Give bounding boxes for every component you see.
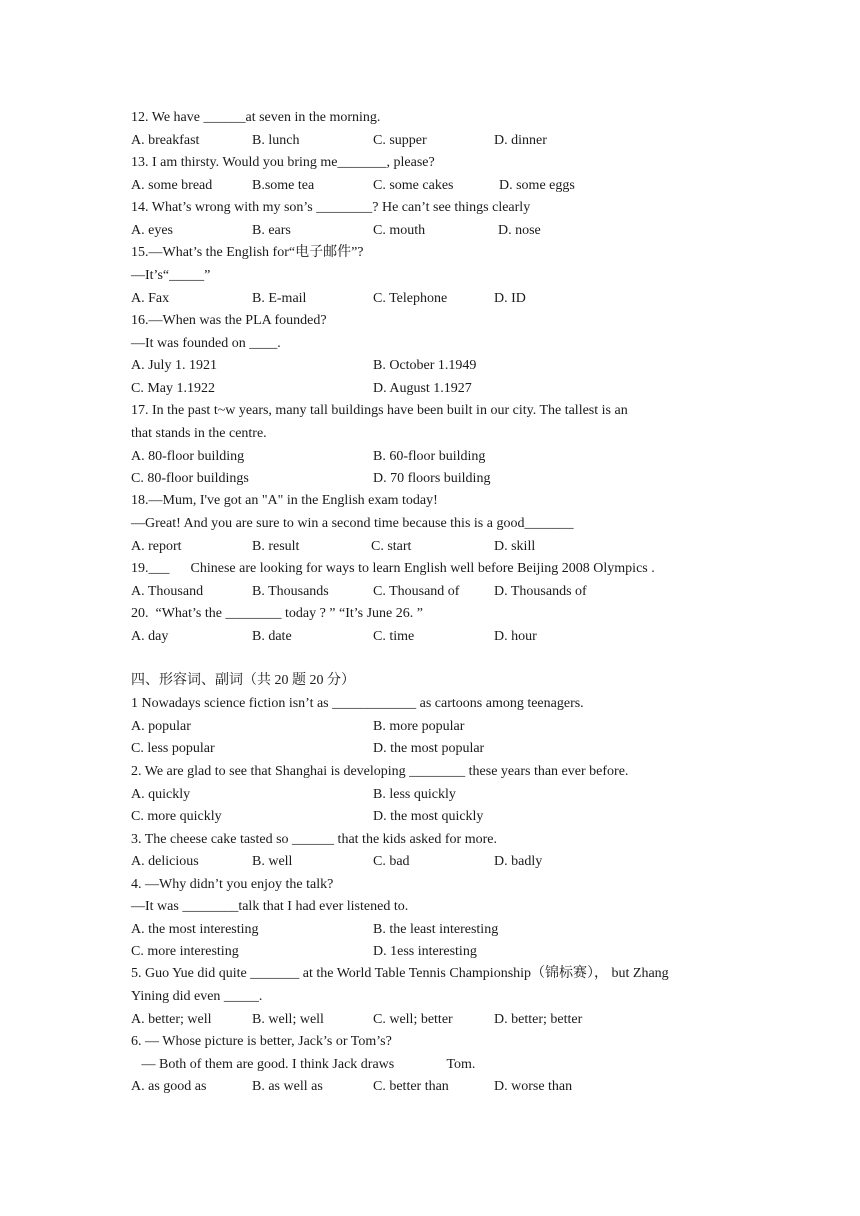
- p4-q4-option-c: C. more interesting: [131, 944, 239, 959]
- q14-option-c: C. mouth: [373, 223, 426, 238]
- q14-stem: 14. What’s wrong with my son’s ________? He can’t see things clearly: [131, 200, 531, 215]
- section-heading: 四、形容词、副词（共 20 题 20 分）: [131, 673, 355, 688]
- q17-option-d: D. 70 floors building: [373, 471, 491, 486]
- p4-q6-option-b: B. as well as: [252, 1079, 323, 1094]
- p4-q3-stem: 3. The cheese cake tasted so ______ that the kids asked for more.: [131, 832, 497, 847]
- q17-stem-continued: that stands in the centre.: [131, 426, 267, 441]
- q13-option-a: A. some bread: [131, 178, 213, 193]
- q12-option-a: A. breakfast: [131, 133, 200, 148]
- p4-q1-option-d: D. the most popular: [373, 741, 485, 756]
- q19-stem: 19.___ Chinese are looking for ways to learn English well before Beijing 2008 Olympics .: [131, 561, 655, 576]
- q12-option-b: B. lunch: [252, 133, 300, 148]
- p4-q4-option-b: B. the least interesting: [373, 922, 499, 937]
- q19-option-b: B. Thousands: [252, 584, 329, 599]
- q18-option-b: B. result: [252, 539, 300, 554]
- p4-q6-option-c: C. better than: [373, 1079, 449, 1094]
- p4-q2-option-b: B. less quickly: [373, 787, 456, 802]
- q15-stem: 15.—What’s the English for“电子邮件”?: [131, 245, 364, 260]
- p4-q4-stem: 4. —Why didn’t you enjoy the talk?: [131, 877, 334, 892]
- p4-q3-option-a: A. delicious: [131, 854, 199, 869]
- p4-q5-option-c: C. well; better: [373, 1012, 453, 1027]
- q19-option-c: C. Thousand of: [373, 584, 460, 599]
- q15-option-b: B. E-mail: [252, 291, 307, 306]
- q15-reply: —It’s“_____”: [131, 268, 211, 283]
- q15-option-d: D. ID: [494, 291, 526, 306]
- q13-option-c: C. some cakes: [373, 178, 454, 193]
- q17-option-a: A. 80-floor building: [131, 449, 245, 464]
- p4-q1-stem: 1 Nowadays science fiction isn’t as ____________ as cartoons among teenagers.: [131, 696, 584, 711]
- p4-q3-option-d: D. badly: [494, 854, 543, 869]
- q16-option-d: D. August 1.1927: [373, 381, 472, 396]
- p4-q1-option-b: B. more popular: [373, 719, 465, 734]
- q16-reply: —It was founded on ____.: [131, 336, 281, 351]
- q16-stem: 16.—When was the PLA founded?: [131, 313, 327, 328]
- q18-reply: —Great! And you are sure to win a second time because this is a good_______: [131, 516, 574, 531]
- p4-q2-option-c: C. more quickly: [131, 809, 222, 824]
- p4-q5-stem: 5. Guo Yue did quite _______ at the World Table Tennis Championship（锦标赛）， but Zhang: [131, 966, 669, 981]
- q13-option-b: B.some tea: [252, 178, 315, 193]
- q19-option-a: A. Thousand: [131, 584, 204, 599]
- p4-q5-option-b: B. well; well: [252, 1012, 324, 1027]
- q16-option-c: C. May 1.1922: [131, 381, 215, 396]
- q16-option-b: B. October 1.1949: [373, 358, 477, 373]
- q17-option-c: C. 80-floor buildings: [131, 471, 249, 486]
- p4-q5-option-a: A. better; well: [131, 1012, 212, 1027]
- p4-q2-option-a: A. quickly: [131, 787, 191, 802]
- q13-stem: 13. I am thirsty. Would you bring me_______, please?: [131, 155, 435, 170]
- q17-stem: 17. In the past t~w years, many tall buildings have been built in our city. The tallest is an: [131, 403, 628, 418]
- q20-option-b: B. date: [252, 629, 292, 644]
- p4-q5-option-d: D. better; better: [494, 1012, 583, 1027]
- p4-q4-option-d: D. 1ess interesting: [373, 944, 477, 959]
- p4-q3-option-b: B. well: [252, 854, 293, 869]
- q13-option-d: D. some eggs: [499, 178, 575, 193]
- q16-option-a: A. July 1. 1921: [131, 358, 217, 373]
- q12-option-c: C. supper: [373, 133, 427, 148]
- q12-option-d: D. dinner: [494, 133, 547, 148]
- q18-option-d: D. skill: [494, 539, 536, 554]
- p4-q6-reply: — Both of them are good. I think Jack draws Tom.: [131, 1057, 476, 1072]
- q14-option-b: B. ears: [252, 223, 291, 238]
- p4-q2-stem: 2. We are glad to see that Shanghai is developing ________ these years than ever before.: [131, 764, 629, 779]
- q20-stem: 20. “What’s the ________ today ? ” “It’s June 26. ”: [131, 606, 423, 621]
- p4-q1-option-a: A. popular: [131, 719, 191, 734]
- p4-q5-stem-continued: Yining did even _____.: [131, 989, 263, 1004]
- q18-stem: 18.—Mum, I've got an "A" in the English exam today!: [131, 493, 438, 508]
- p4-q3-option-c: C. bad: [373, 854, 410, 869]
- q20-option-c: C. time: [373, 629, 415, 644]
- q17-option-b: B. 60-floor building: [373, 449, 486, 464]
- p4-q6-option-a: A. as good as: [131, 1079, 207, 1094]
- q19-option-d: D. Thousands of: [494, 584, 587, 599]
- q14-option-a: A. eyes: [131, 223, 173, 238]
- q15-option-a: A. Fax: [131, 291, 170, 306]
- p4-q2-option-d: D. the most quickly: [373, 809, 484, 824]
- q20-option-d: D. hour: [494, 629, 537, 644]
- q14-option-d: D. nose: [498, 223, 541, 238]
- p4-q4-reply: —It was ________talk that I had ever listened to.: [131, 899, 409, 914]
- p4-q4-option-a: A. the most interesting: [131, 922, 259, 937]
- q12-stem: 12. We have ______at seven in the morning.: [131, 110, 381, 125]
- q18-option-a: A. report: [131, 539, 182, 554]
- q15-option-c: C. Telephone: [373, 291, 448, 306]
- p4-q6-stem: 6. — Whose picture is better, Jack’s or Tom’s?: [131, 1034, 392, 1049]
- p4-q6-option-d: D. worse than: [494, 1079, 573, 1094]
- q18-option-c: C. start: [371, 539, 412, 554]
- p4-q1-option-c: C. less popular: [131, 741, 215, 756]
- q20-option-a: A. day: [131, 629, 169, 644]
